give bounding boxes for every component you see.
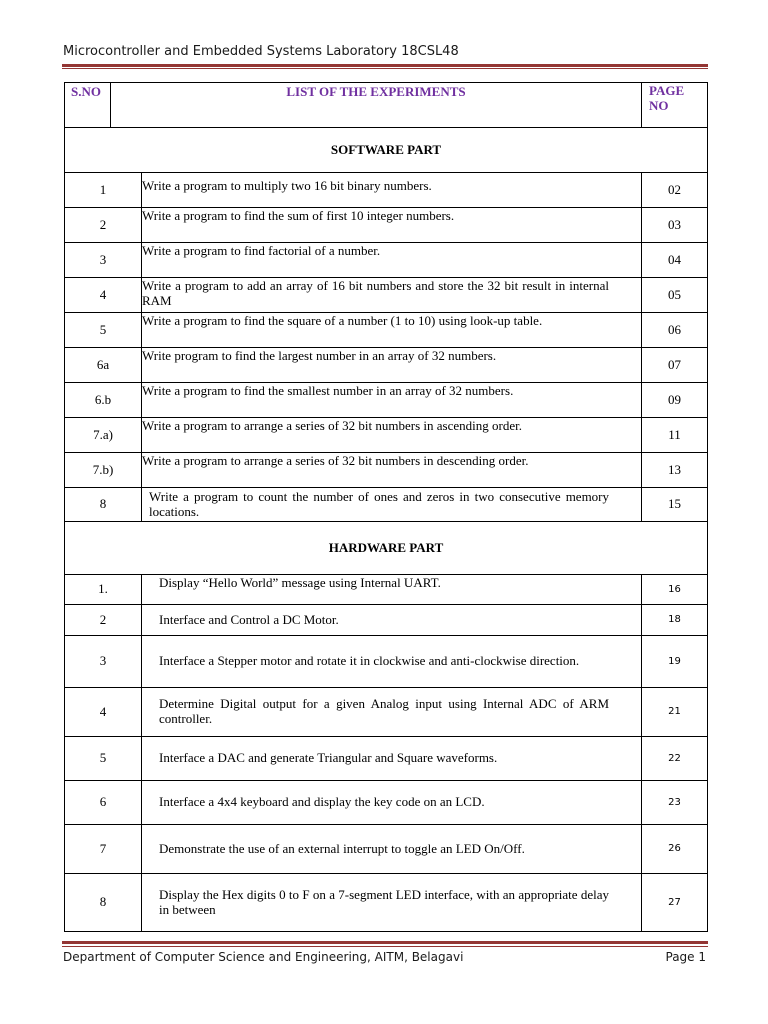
description-cell: Write a program to multiply two 16 bit binary numbers. bbox=[142, 173, 642, 208]
hardware-section-row bbox=[65, 522, 708, 575]
page-cell: 21 bbox=[642, 688, 708, 737]
sno-cell: 3 bbox=[65, 243, 142, 278]
page-cell: 26 bbox=[642, 825, 708, 874]
page-cell: 09 bbox=[642, 383, 708, 418]
table-row bbox=[65, 488, 708, 522]
description-cell: Write a program to find the square of a number (1 to 10) using look-up table. bbox=[142, 313, 642, 348]
table-row bbox=[65, 243, 708, 278]
description-cell: Interface and Control a DC Motor. bbox=[142, 605, 642, 636]
sno-cell: 4 bbox=[65, 688, 142, 737]
page-cell: 04 bbox=[642, 243, 708, 278]
sno-cell: 2 bbox=[65, 208, 142, 243]
experiments-table bbox=[64, 82, 708, 932]
sno-cell: 7.a) bbox=[65, 418, 142, 453]
table-header-row bbox=[65, 83, 708, 128]
hardware-part-title: HARDWARE PART bbox=[65, 522, 708, 575]
sno-cell: 8 bbox=[65, 488, 142, 522]
sno-cell: 7.b) bbox=[65, 453, 142, 488]
page-cell: 13 bbox=[642, 453, 708, 488]
table-row bbox=[65, 874, 708, 932]
description-cell: Display “Hello World” message using Internal UART. bbox=[142, 575, 642, 605]
page-cell: 23 bbox=[642, 781, 708, 825]
sno-cell: 5 bbox=[65, 313, 142, 348]
page-cell: 05 bbox=[642, 278, 708, 313]
page-cell: 16 bbox=[642, 575, 708, 605]
page-cell: 03 bbox=[642, 208, 708, 243]
page-cell: 15 bbox=[642, 488, 708, 522]
page-cell: 07 bbox=[642, 348, 708, 383]
table-row bbox=[65, 636, 708, 688]
description-cell: Display the Hex digits 0 to F on a 7-segment LED interface, with an appropriate delay in between bbox=[142, 874, 642, 932]
header-rule-thick bbox=[62, 64, 708, 67]
table-row bbox=[65, 383, 708, 418]
description-cell: Interface a 4x4 keyboard and display the key code on an LCD. bbox=[142, 781, 642, 825]
footer-page-number: Page 1 bbox=[665, 950, 706, 964]
description-cell: Write a program to find the sum of first 10 integer numbers. bbox=[142, 208, 642, 243]
sno-cell: 3 bbox=[65, 636, 142, 688]
sno-cell: 1. bbox=[65, 575, 142, 605]
table-row bbox=[65, 453, 708, 488]
description-cell: Demonstrate the use of an external interrupt to toggle an LED On/Off. bbox=[142, 825, 642, 874]
table-row bbox=[65, 313, 708, 348]
list-title: LIST OF THE EXPERIMENTS bbox=[111, 83, 642, 128]
footer-department: Department of Computer Science and Engineering, AITM, Belagavi bbox=[63, 950, 464, 964]
page-cell: 18 bbox=[642, 605, 708, 636]
description-cell: Interface a DAC and generate Triangular and Square waveforms. bbox=[142, 737, 642, 781]
description-cell: Write a program to find factorial of a number. bbox=[142, 243, 642, 278]
software-part-title: SOFTWARE PART bbox=[65, 128, 708, 173]
table-row bbox=[65, 605, 708, 636]
description-cell: Write a program to add an array of 16 bit numbers and store the 32 bit result in internal RAM bbox=[142, 278, 642, 313]
table-row bbox=[65, 825, 708, 874]
page-cell: 11 bbox=[642, 418, 708, 453]
table-row bbox=[65, 418, 708, 453]
sno-cell: 2 bbox=[65, 605, 142, 636]
table-row bbox=[65, 737, 708, 781]
page-header-line1: PAGE bbox=[649, 83, 685, 98]
description-cell: Write a program to find the smallest number in an array of 32 numbers. bbox=[142, 383, 642, 418]
sno-cell: 5 bbox=[65, 737, 142, 781]
table-row bbox=[65, 348, 708, 383]
page-cell: 22 bbox=[642, 737, 708, 781]
sno-cell: 6 bbox=[65, 781, 142, 825]
sno-cell: 8 bbox=[65, 874, 142, 932]
software-section-row bbox=[65, 128, 708, 173]
description-cell: Determine Digital output for a given Analog input using Internal ADC of ARM controller. bbox=[142, 688, 642, 737]
sno-header: S.NO bbox=[65, 83, 111, 128]
description-cell: Write a program to count the number of ones and zeros in two consecutive memory locations. bbox=[142, 488, 642, 522]
table-row bbox=[65, 575, 708, 605]
page-cell: 27 bbox=[642, 874, 708, 932]
sno-cell: 7 bbox=[65, 825, 142, 874]
page-no-header bbox=[642, 83, 708, 128]
sno-cell: 6.b bbox=[65, 383, 142, 418]
header-rule-thin bbox=[62, 68, 708, 69]
footer-rule-thin bbox=[62, 946, 708, 947]
sno-cell: 1 bbox=[65, 173, 142, 208]
description-cell: Write program to find the largest number in an array of 32 numbers. bbox=[142, 348, 642, 383]
table-row bbox=[65, 781, 708, 825]
footer-rule-thick bbox=[62, 941, 708, 944]
table-row bbox=[65, 278, 708, 313]
page-header: Microcontroller and Embedded Systems Laboratory 18CSL48 bbox=[63, 44, 459, 59]
table-row bbox=[65, 173, 708, 208]
description-cell: Write a program to arrange a series of 32 bit numbers in descending order. bbox=[142, 453, 642, 488]
page-cell: 06 bbox=[642, 313, 708, 348]
description-cell: Write a program to arrange a series of 32 bit numbers in ascending order. bbox=[142, 418, 642, 453]
page-cell: 02 bbox=[642, 173, 708, 208]
description-cell: Interface a Stepper motor and rotate it in clockwise and anti-clockwise direction. bbox=[142, 636, 642, 688]
page-header-line2: NO bbox=[649, 97, 669, 113]
page-cell: 19 bbox=[642, 636, 708, 688]
table-row bbox=[65, 208, 708, 243]
sno-cell: 4 bbox=[65, 278, 142, 313]
table-row bbox=[65, 688, 708, 737]
sno-cell: 6a bbox=[65, 348, 142, 383]
